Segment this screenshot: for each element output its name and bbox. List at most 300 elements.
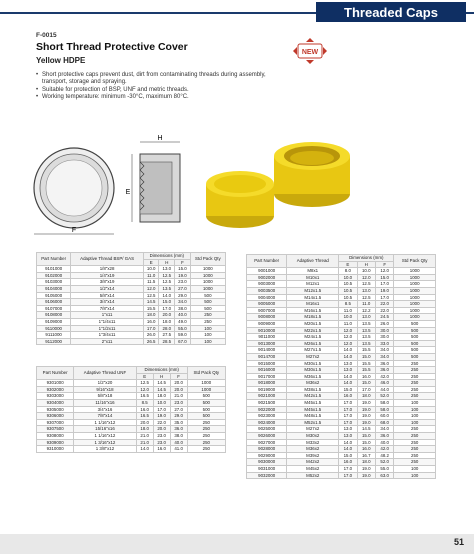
table-row xyxy=(247,413,436,420)
table-row xyxy=(247,274,436,281)
table-cell: M27x2 xyxy=(287,426,339,433)
table-row xyxy=(247,373,436,380)
table-cell: 44.0 xyxy=(375,386,393,393)
table-cell: 26.0 xyxy=(143,332,159,339)
table-cell: 15.0 xyxy=(357,380,375,387)
table-cell: 11.0 xyxy=(339,320,357,327)
table-cell: 22.0 xyxy=(375,301,393,308)
table-row xyxy=(247,472,436,479)
table-cell: 9303000 xyxy=(37,393,74,400)
table-cell: M52x1.5 xyxy=(287,419,339,426)
table-cell: 9005000 xyxy=(247,301,287,308)
table-row xyxy=(37,406,226,413)
table-cell: 12.0 xyxy=(339,334,357,341)
col-thread: Adaptive Thread UNF xyxy=(74,367,136,380)
table-cell: 9310000 xyxy=(37,446,74,453)
table-cell: M22x1.5 xyxy=(287,327,339,334)
bsp-thread-table xyxy=(36,252,226,345)
col-e: E xyxy=(143,259,159,266)
table-cell: 27.0 xyxy=(175,285,191,292)
table-row xyxy=(247,268,436,275)
table-cell: 20.0 xyxy=(170,380,187,387)
metric-thread-table xyxy=(246,254,436,479)
table-cell: 100 xyxy=(394,413,436,420)
product-photo xyxy=(196,128,356,240)
table-cell: 58.0 xyxy=(375,400,393,407)
table-cell: M30x1.5 xyxy=(287,367,339,374)
table-cell: 9305000 xyxy=(37,406,74,413)
table-cell: 15.0 xyxy=(339,452,357,459)
table-row xyxy=(37,285,226,292)
table-cell: 3/4"x14 xyxy=(71,299,144,306)
table-cell: 52.0 xyxy=(375,393,393,400)
table-row xyxy=(37,399,226,406)
table-row xyxy=(247,347,436,354)
col-thread: Adaptive Thread xyxy=(287,255,339,268)
table-cell: 34.0 xyxy=(375,347,393,354)
table-cell: 42.0 xyxy=(375,373,393,380)
table-cell: 17.0 xyxy=(375,281,393,288)
table-cell: 9023000 xyxy=(247,413,287,420)
table-cell: 9101000 xyxy=(37,266,71,273)
table-cell: 7/8"x14 xyxy=(71,305,144,312)
table-cell: 28.5 xyxy=(159,338,175,345)
table-cell: 14.5 xyxy=(143,299,159,306)
table-cell: 12.2 xyxy=(357,307,375,314)
table-row xyxy=(37,426,226,433)
table-cell: 36.0 xyxy=(375,360,393,367)
table-cell: 36.0 xyxy=(170,426,187,433)
table-cell: 15.0 xyxy=(357,353,375,360)
table-cell: 24.5 xyxy=(375,314,393,321)
table-cell: 16.0 xyxy=(143,318,159,325)
table-cell: 1"1/4x11 xyxy=(71,318,144,325)
table-cell: 9112000 xyxy=(37,338,71,345)
table-cell: 9004000 xyxy=(247,294,287,301)
table-cell: 12.0 xyxy=(375,268,393,275)
table-cell: 17.0 xyxy=(143,325,159,332)
table-cell: 500 xyxy=(394,340,436,347)
table-cell: 18.0 xyxy=(357,393,375,400)
table-cell: 17.0 xyxy=(159,305,175,312)
table-cell: 16.0 xyxy=(357,446,375,453)
table-cell: 12.0 xyxy=(143,285,159,292)
table-cell: M36x1.5 xyxy=(287,373,339,380)
table-cell: 14.5 xyxy=(357,426,375,433)
table-cell: 14.0 xyxy=(339,353,357,360)
table-cell: 28.0 xyxy=(159,325,175,332)
table-cell: 12.0 xyxy=(339,340,357,347)
table-cell: 9307500 xyxy=(37,426,74,433)
table-row xyxy=(247,393,436,400)
table-row xyxy=(37,272,226,279)
table-cell: 21.0 xyxy=(136,439,153,446)
table-cell: 9111000 xyxy=(37,332,71,339)
col-pack-qty: Std Pack Qty xyxy=(394,255,436,268)
table-cell: 16.5 xyxy=(136,393,153,400)
table-cell: 9308000 xyxy=(37,432,74,439)
table-cell: 1"1/2x11 xyxy=(71,325,144,332)
table-cell: M36x2 xyxy=(287,380,339,387)
table-cell: 13.0 xyxy=(357,314,375,321)
section-title: Threaded Caps xyxy=(316,2,466,22)
table-cell: 19.0 xyxy=(357,406,375,413)
table-row xyxy=(247,386,436,393)
table-cell: 14.0 xyxy=(339,380,357,387)
table-cell: 23.0 xyxy=(170,399,187,406)
table-cell: 14.0 xyxy=(339,439,357,446)
table-cell: 1000 xyxy=(190,272,225,279)
table-cell: 12.0 xyxy=(339,327,357,334)
table-row xyxy=(247,301,436,308)
table-cell: M45x2 xyxy=(287,466,339,473)
table-cell: 16.0 xyxy=(339,393,357,400)
table-cell: 11/16"x16 xyxy=(74,399,136,406)
col-pack-qty: Std Pack Qty xyxy=(187,367,225,380)
table-cell: 250 xyxy=(394,373,436,380)
table-cell: 250 xyxy=(394,380,436,387)
table-cell: 26.0 xyxy=(375,320,393,327)
table-cell: 13.0 xyxy=(339,426,357,433)
table-cell: 9016000 xyxy=(247,367,287,374)
table-cell: 9108000 xyxy=(37,312,71,319)
table-cell: 100 xyxy=(394,419,436,426)
table-cell: 15.0 xyxy=(375,274,393,281)
col-part-number: Part Number xyxy=(247,255,287,268)
col-f: F xyxy=(175,259,191,266)
table-row xyxy=(37,413,226,420)
table-row xyxy=(247,433,436,440)
table-cell: 12.0 xyxy=(357,274,375,281)
table-cell: 9021500 xyxy=(247,400,287,407)
table-cell: 100 xyxy=(394,400,436,407)
table-cell: 1/4"x19 xyxy=(71,272,144,279)
table-cell: 38.0 xyxy=(175,305,191,312)
table-cell: 11.0 xyxy=(357,301,375,308)
table-cell: 46.0 xyxy=(375,380,393,387)
table-cell: 250 xyxy=(187,446,225,453)
table-cell: 9107000 xyxy=(37,305,71,312)
table-row xyxy=(37,299,226,306)
table-cell: M45x1.5 xyxy=(287,406,339,413)
new-badge-icon xyxy=(292,37,328,65)
table-cell: M39x2 xyxy=(287,452,339,459)
table-cell: 1000 xyxy=(394,281,436,288)
table-cell: 40.0 xyxy=(375,439,393,446)
table-cell: M36x2 xyxy=(287,446,339,453)
table-cell: M26x1.5 xyxy=(287,340,339,347)
table-row xyxy=(37,380,226,387)
table-cell: 1 3/16"x12 xyxy=(74,439,136,446)
table-cell: M12x1 xyxy=(287,281,339,288)
unf-thread-table xyxy=(36,366,226,453)
table-cell: 1000 xyxy=(394,307,436,314)
table-cell: 18.0 xyxy=(136,426,153,433)
table-row xyxy=(247,287,436,294)
table-cell: 11.0 xyxy=(339,307,357,314)
col-thread: Adaptive Thread BSP/ GAS xyxy=(71,253,144,266)
table-cell: 14.0 xyxy=(339,373,357,380)
col-f: F xyxy=(170,373,187,380)
table-cell: 35.0 xyxy=(170,419,187,426)
table-cell: 20.0 xyxy=(170,386,187,393)
table-cell: 14.0 xyxy=(159,292,175,299)
table-cell: 500 xyxy=(187,406,225,413)
table-cell: 9304000 xyxy=(37,399,74,406)
table-row xyxy=(247,320,436,327)
table-cell: 63.0 xyxy=(375,472,393,479)
table-row xyxy=(247,439,436,446)
table-cell: 250 xyxy=(394,452,436,459)
table-cell: 15.0 xyxy=(175,266,191,273)
feature-item: • Working temperature: minimum -30°C, maximum 80°C. xyxy=(36,94,286,101)
table-cell: 9027000 xyxy=(247,439,287,446)
table-cell: 1"3/4x11 xyxy=(71,332,144,339)
table-row xyxy=(247,419,436,426)
table-row xyxy=(247,367,436,374)
table-cell: 26.5 xyxy=(143,338,159,345)
table-cell: 12.5 xyxy=(159,279,175,286)
table-cell: 40.0 xyxy=(170,439,187,446)
table-cell: 100 xyxy=(394,466,436,473)
table-cell: 8.5 xyxy=(136,399,153,406)
table-row xyxy=(247,446,436,453)
table-cell: 41.0 xyxy=(170,446,187,453)
table-cell: 9032000 xyxy=(247,472,287,479)
table-cell: 13.5 xyxy=(357,327,375,334)
table-cell: 1000 xyxy=(394,314,436,321)
col-f: F xyxy=(375,261,393,268)
table-cell: M52x2 xyxy=(287,472,339,479)
table-cell: 40.0 xyxy=(175,312,191,319)
table-cell: 1/8"x28 xyxy=(71,266,144,273)
table-cell: 9103000 xyxy=(37,279,71,286)
table-cell: 9001000 xyxy=(247,268,287,275)
col-dimensions: Dimensions (mm) xyxy=(143,253,190,260)
table-cell: M38x1.5 xyxy=(287,386,339,393)
table-cell: 23.0 xyxy=(153,432,170,439)
table-cell: 14.0 xyxy=(339,446,357,453)
table-cell: 27.5 xyxy=(159,332,175,339)
table-row xyxy=(37,305,226,312)
col-part-number: Part Number xyxy=(37,367,74,380)
table-cell: 34.0 xyxy=(375,426,393,433)
col-e: E xyxy=(339,261,357,268)
table-cell: 250 xyxy=(394,426,436,433)
table-cell: 16.5 xyxy=(136,413,153,420)
table-cell: 250 xyxy=(187,432,225,439)
table-cell: 500 xyxy=(394,353,436,360)
table-cell: 9019000 xyxy=(247,386,287,393)
table-cell: 15.5 xyxy=(357,360,375,367)
table-cell: 19.0 xyxy=(357,413,375,420)
table-cell: M27x2 xyxy=(287,353,339,360)
table-cell: 19.0 xyxy=(153,413,170,420)
table-cell: 9307000 xyxy=(37,419,74,426)
table-row xyxy=(37,419,226,426)
table-cell: 17.0 xyxy=(339,413,357,420)
table-cell: 500 xyxy=(394,320,436,327)
table-cell: 68.0 xyxy=(375,419,393,426)
table-cell: 3/4"x16 xyxy=(74,406,136,413)
table-cell: M45x1.5 xyxy=(287,400,339,407)
table-cell: 9011000 xyxy=(247,334,287,341)
table-cell: 14.5 xyxy=(153,380,170,387)
table-cell: M48x1.5 xyxy=(287,413,339,420)
table-cell: 500 xyxy=(394,334,436,341)
table-cell: 16.0 xyxy=(339,459,357,466)
table-cell: M20x1.5 xyxy=(287,320,339,327)
table-row xyxy=(37,325,226,332)
table-cell: 13.5 xyxy=(159,285,175,292)
table-cell: 9110000 xyxy=(37,325,71,332)
table-cell: 250 xyxy=(187,426,225,433)
table-cell: 250 xyxy=(394,433,436,440)
product-material: Yellow HDPE xyxy=(36,56,86,65)
feature-item: • Short protective caps prevent dust, dirt from contaminating threads during assembly, transport, storage and spraying. xyxy=(36,72,286,87)
table-row xyxy=(37,279,226,286)
table-row xyxy=(247,294,436,301)
table-cell: 58.0 xyxy=(375,406,393,413)
table-cell: 250 xyxy=(394,446,436,453)
table-cell: 9030000 xyxy=(247,459,287,466)
table-cell: 1 3/8"x12 xyxy=(74,446,136,453)
table-cell: 500 xyxy=(190,292,225,299)
table-cell: 49.0 xyxy=(175,318,191,325)
table-cell: 17.0 xyxy=(153,406,170,413)
table-cell: 9021000 xyxy=(247,393,287,400)
table-row xyxy=(247,353,436,360)
table-cell: 10.5 xyxy=(339,287,357,294)
table-cell: 5/8"x14 xyxy=(71,292,144,299)
table-cell: 100 xyxy=(394,406,436,413)
table-cell: 2"x11 xyxy=(71,338,144,345)
table-cell: 9029000 xyxy=(247,452,287,459)
table-row xyxy=(247,459,436,466)
table-cell: 500 xyxy=(394,327,436,334)
table-cell: 11.5 xyxy=(143,279,159,286)
table-cell: 500 xyxy=(190,305,225,312)
table-cell: 11.0 xyxy=(143,272,159,279)
table-cell: 17.0 xyxy=(339,406,357,413)
table-cell: 16.0 xyxy=(153,446,170,453)
table-cell: 36.0 xyxy=(375,433,393,440)
table-cell: 12.5 xyxy=(357,294,375,301)
table-cell: M16x1 xyxy=(287,301,339,308)
table-cell: 5/8"x18 xyxy=(74,393,136,400)
table-cell: 19.0 xyxy=(357,419,375,426)
table-cell: 250 xyxy=(394,360,436,367)
table-row xyxy=(37,386,226,393)
table-cell: 20.0 xyxy=(136,419,153,426)
table-cell: M30x2 xyxy=(287,433,339,440)
table-cell: M8x1 xyxy=(287,268,339,275)
table-cell: 17.0 xyxy=(339,466,357,473)
table-cell: 48.2 xyxy=(375,452,393,459)
footer-bar xyxy=(0,534,474,554)
table-cell: 100 xyxy=(190,332,225,339)
table-cell: 9025000 xyxy=(247,426,287,433)
table-row xyxy=(37,432,226,439)
table-cell: 30.0 xyxy=(375,327,393,334)
table-cell: 19.0 xyxy=(375,287,393,294)
table-cell: M14x1.5 xyxy=(287,294,339,301)
table-cell: 9306000 xyxy=(37,413,74,420)
table-row xyxy=(37,318,226,325)
table-cell: 1/2"x20 xyxy=(74,380,136,387)
page-number: 51 xyxy=(453,537,464,547)
table-cell: 10.0 xyxy=(357,268,375,275)
table-cell: 21.0 xyxy=(170,393,187,400)
table-cell: 19.0 xyxy=(357,466,375,473)
table-cell: 15.5 xyxy=(143,305,159,312)
table-cell: 100 xyxy=(190,338,225,345)
table-row xyxy=(247,406,436,413)
table-cell: 17.0 xyxy=(339,400,357,407)
table-cell: 16.0 xyxy=(136,406,153,413)
table-cell: 42.0 xyxy=(375,446,393,453)
table-cell: 15.0 xyxy=(357,433,375,440)
table-cell: 13.0 xyxy=(159,266,175,273)
table-cell: 9014000 xyxy=(247,347,287,354)
table-cell: 9031000 xyxy=(247,466,287,473)
table-row xyxy=(247,426,436,433)
table-cell: 1000 xyxy=(394,274,436,281)
table-cell: 1000 xyxy=(190,279,225,286)
table-cell: 9015000 xyxy=(247,360,287,367)
table-cell: 13.5 xyxy=(357,320,375,327)
table-cell: 33.0 xyxy=(375,340,393,347)
table-row xyxy=(247,314,436,321)
technical-drawing xyxy=(32,132,192,242)
table-row xyxy=(37,266,226,273)
table-cell: 17.0 xyxy=(375,294,393,301)
table-cell: 250 xyxy=(190,318,225,325)
table-cell: M18x1.5 xyxy=(287,314,339,321)
table-cell: 1 1/16"x12 xyxy=(74,432,136,439)
table-cell: 13.0 xyxy=(357,287,375,294)
table-cell: M24x1.5 xyxy=(287,334,339,341)
table-cell: 9002000 xyxy=(247,274,287,281)
table-cell: 20.0 xyxy=(159,312,175,319)
table-cell: 15/16"x16 xyxy=(74,426,136,433)
table-row xyxy=(247,340,436,347)
dimension-e-label: E xyxy=(125,189,131,196)
table-cell: 13.0 xyxy=(339,360,357,367)
table-row xyxy=(37,312,226,319)
table-cell: 17.0 xyxy=(357,386,375,393)
table-cell: 10.0 xyxy=(143,266,159,273)
table-cell: 9102000 xyxy=(37,272,71,279)
table-cell: 250 xyxy=(394,459,436,466)
table-cell: 18.0 xyxy=(159,318,175,325)
table-cell: 30.0 xyxy=(375,334,393,341)
table-cell: 9/16"x18 xyxy=(74,386,136,393)
table-cell: 13.0 xyxy=(339,433,357,440)
table-cell: 29.0 xyxy=(170,413,187,420)
table-cell: M10x1 xyxy=(287,274,339,281)
table-cell: 10.5 xyxy=(339,281,357,288)
table-cell: M33x2 xyxy=(287,439,339,446)
table-cell: 250 xyxy=(190,312,225,319)
table-row xyxy=(247,281,436,288)
table-cell: 9018000 xyxy=(247,380,287,387)
col-dimensions: Dimensions (mm) xyxy=(136,367,187,374)
table-cell: 16.0 xyxy=(357,373,375,380)
table-cell: 100 xyxy=(190,325,225,332)
table-cell: M12x1.5 xyxy=(287,287,339,294)
table-cell: 500 xyxy=(190,299,225,306)
